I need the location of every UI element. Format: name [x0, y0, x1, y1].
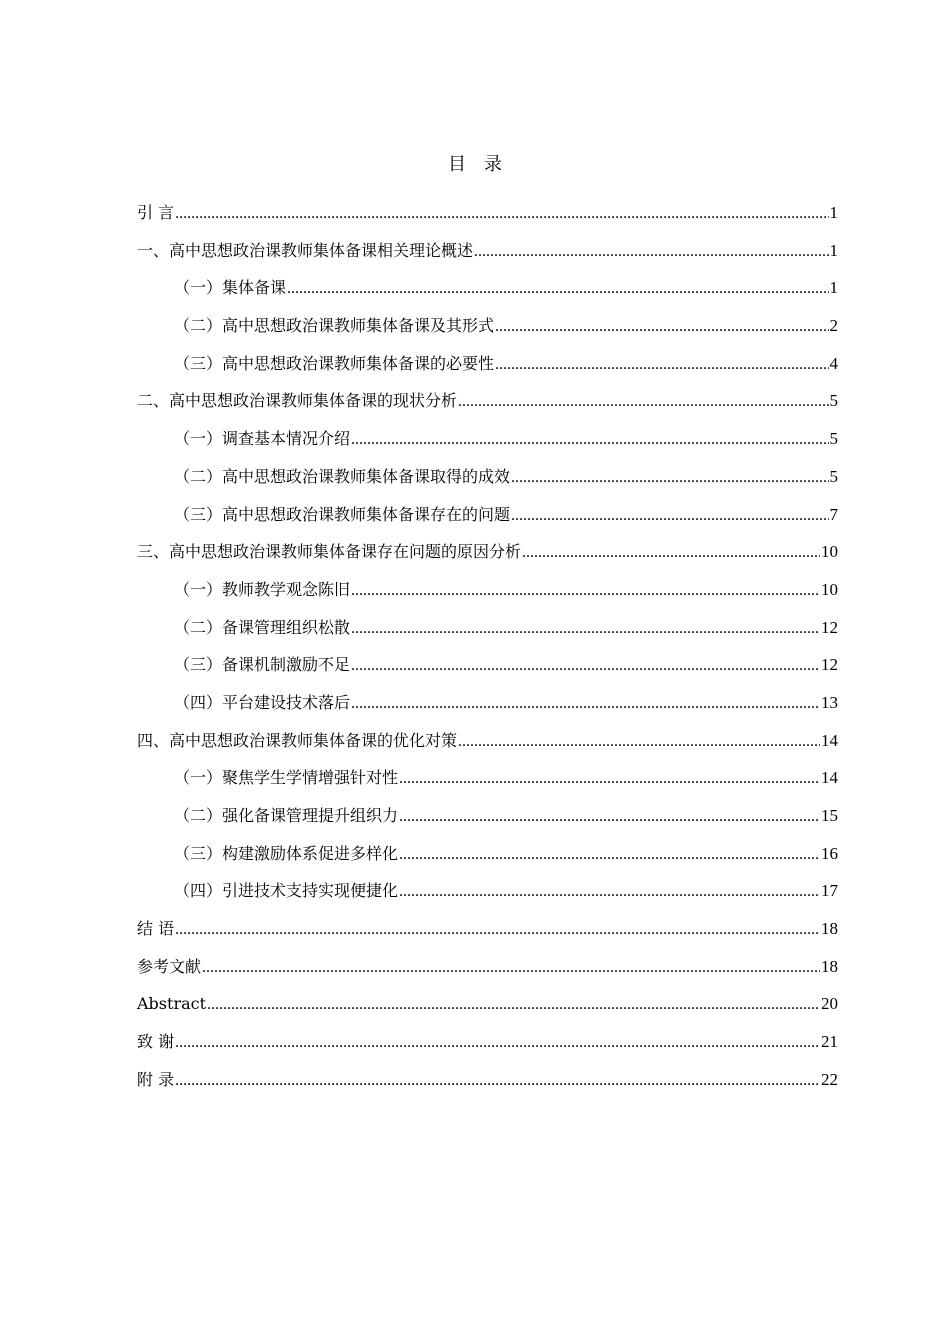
- toc-entry-label: 二、高中思想政治课教师集体备课的现状分析: [137, 391, 458, 411]
- toc-dot-leader: [351, 689, 820, 719]
- toc-entry-page-number: 12: [821, 617, 838, 637]
- toc-entry: [137, 349, 838, 387]
- toc-entry-label: 三、高中思想政治课教师集体备课存在问题的原因分析: [137, 542, 522, 562]
- toc-entry-label: 结 语: [137, 919, 175, 939]
- toc-entry-page-number: 13: [821, 692, 838, 712]
- toc-entry: [137, 914, 838, 952]
- toc-dot-leader: [399, 764, 820, 794]
- toc-entry-page-number: 5: [829, 391, 838, 411]
- toc-entry-page-number: 4: [829, 353, 838, 373]
- toc-entry-page-number: 15: [821, 806, 838, 825]
- toc-entry-page-number: 12: [821, 655, 838, 675]
- toc-dot-leader: [474, 237, 828, 267]
- toc-dot-leader: [458, 387, 828, 417]
- toc-dot-leader: [495, 350, 828, 380]
- toc-dot-leader: [207, 990, 820, 1020]
- toc-entry-label: （四）平台建设技术落后: [174, 692, 351, 712]
- toc-entry: [137, 386, 838, 424]
- toc-entry: [137, 650, 838, 688]
- toc-entry-label: （三）高中思想政治课教师集体备课的必要性: [174, 353, 495, 373]
- toc-dot-leader: [175, 1066, 820, 1096]
- toc-entry: [137, 952, 838, 990]
- toc-entry-page-number: 1: [829, 203, 838, 222]
- toc-entry-label: 参考文献: [137, 956, 202, 976]
- toc-entry-label: Abstract: [137, 994, 207, 1014]
- toc-entry-page-number: 21: [821, 1032, 838, 1052]
- toc-dot-leader: [458, 727, 820, 757]
- toc-entry: [137, 311, 838, 349]
- toc-entry: [137, 500, 838, 538]
- toc-entry-page-number: 1: [829, 278, 838, 298]
- toc-entry-page-number: 7: [829, 504, 838, 524]
- toc-entry-label: （三）备课机制激励不足: [174, 655, 351, 675]
- toc-entry-page-number: 16: [821, 843, 838, 863]
- toc-dot-leader: [351, 651, 820, 681]
- toc-entry-page-number: 14: [821, 768, 838, 788]
- toc-dot-leader: [495, 312, 828, 342]
- toc-entry-page-number: 20: [821, 994, 838, 1014]
- toc-dot-leader: [351, 614, 820, 644]
- toc-entry-page-number: 17: [821, 881, 838, 901]
- toc-entry: [137, 763, 838, 801]
- toc-entry: [137, 273, 838, 311]
- toc-dot-leader: [175, 1028, 820, 1058]
- toc-dot-leader: [175, 915, 820, 945]
- toc-entry-page-number: 10: [821, 542, 838, 562]
- toc-entry: [137, 575, 838, 613]
- toc-dot-leader: [351, 425, 828, 455]
- table-of-contents: [137, 198, 838, 1103]
- toc-entry-page-number: 5: [829, 429, 838, 449]
- toc-entry-page-number: 22: [821, 1069, 838, 1089]
- toc-dot-leader: [399, 877, 820, 907]
- toc-entry: [137, 726, 838, 764]
- toc-entry-label: （一）集体备课: [174, 278, 287, 298]
- toc-entry-label: 一、高中思想政治课教师集体备课相关理论概述: [137, 240, 474, 260]
- toc-title: 目 录: [448, 154, 502, 175]
- toc-entry-label: 附 录: [137, 1069, 175, 1089]
- toc-entry-page-number: 5: [829, 466, 838, 486]
- toc-entry-label: （三）构建激励体系促进多样化: [174, 843, 399, 863]
- toc-entry-label: （四）引进技术支持实现便捷化: [174, 881, 399, 901]
- toc-entry: [137, 876, 838, 914]
- toc-entry-page-number: 18: [821, 919, 838, 939]
- toc-entry: [137, 801, 838, 839]
- toc-dot-leader: [351, 576, 820, 606]
- toc-entry-page-number: 2: [829, 316, 838, 336]
- toc-entry-label: （一）调查基本情况介绍: [174, 429, 351, 449]
- toc-entry-label: 四、高中思想政治课教师集体备课的优化对策: [137, 730, 458, 750]
- toc-entry-page-number: 14: [821, 730, 838, 750]
- toc-entry: [137, 839, 838, 877]
- toc-entry-label: （二）强化备课管理提升组织力: [174, 806, 399, 825]
- toc-entry-page-number: 1: [829, 240, 838, 260]
- toc-entry: [137, 613, 838, 651]
- toc-entry: [137, 1065, 838, 1103]
- toc-entry-page-number: 10: [821, 579, 838, 599]
- toc-entry-label: 致 谢: [137, 1032, 175, 1052]
- toc-entry: [137, 236, 838, 274]
- toc-dot-leader: [175, 199, 828, 229]
- toc-dot-leader: [399, 840, 820, 870]
- toc-dot-leader: [511, 501, 828, 531]
- toc-entry-label: （一）教师教学观念陈旧: [174, 579, 351, 599]
- toc-entry: [137, 688, 838, 726]
- toc-entry-label: （三）高中思想政治课教师集体备课存在的问题: [174, 504, 511, 524]
- toc-entry-page-number: 18: [821, 956, 838, 976]
- toc-entry: [137, 537, 838, 575]
- toc-entry: [137, 424, 838, 462]
- toc-entry-label: （二）高中思想政治课教师集体备课及其形式: [174, 316, 495, 336]
- toc-entry: [137, 1027, 838, 1065]
- toc-dot-leader: [511, 463, 828, 493]
- toc-entry-label: （二）高中思想政治课教师集体备课取得的成效: [174, 466, 511, 486]
- toc-dot-leader: [202, 953, 820, 983]
- toc-entry: [137, 198, 838, 236]
- toc-entry-label: 引 言: [137, 203, 175, 222]
- toc-entry: [137, 462, 838, 500]
- toc-dot-leader: [399, 802, 820, 832]
- toc-entry-label: （一）聚焦学生学情增强针对性: [174, 768, 399, 788]
- toc-dot-leader: [522, 538, 820, 568]
- toc-dot-leader: [287, 274, 828, 304]
- toc-entry: [137, 989, 838, 1027]
- toc-entry-label: （二）备课管理组织松散: [174, 617, 351, 637]
